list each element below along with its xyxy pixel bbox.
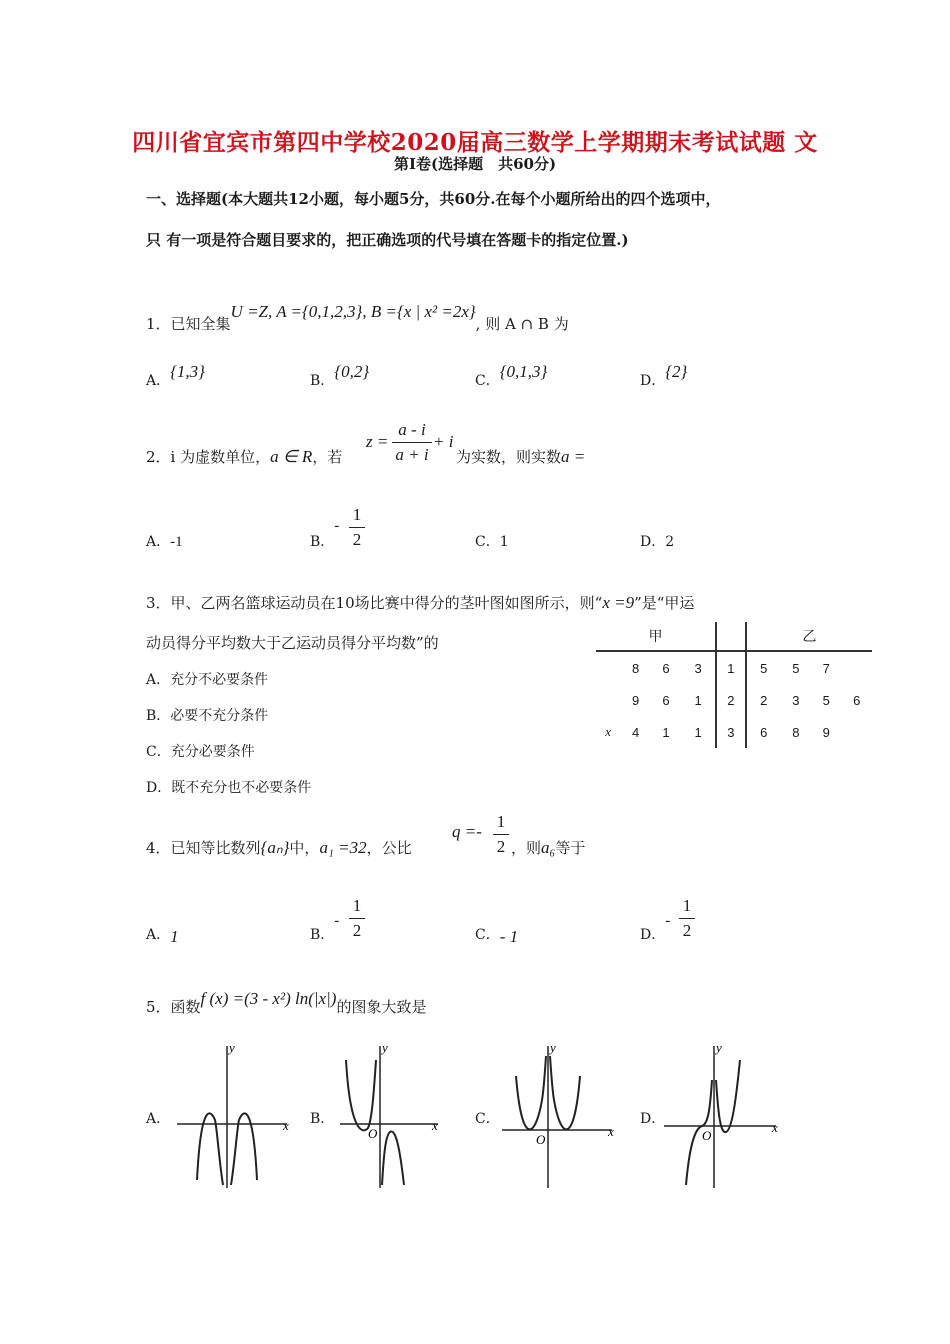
section-subtitle: 第Ⅰ卷(选择题 共60分) <box>393 155 557 173</box>
option-value: {0,2} <box>334 362 370 381</box>
fraction-numerator: 1 <box>682 896 692 915</box>
q3-text-a: 3．甲、乙两名篮球运动员在10场比赛中得分的茎叶图如图所示，则“ <box>146 594 603 612</box>
fraction-numerator: 1 <box>496 812 506 831</box>
option-sign: - <box>665 913 671 929</box>
q4-ratio-fraction <box>493 812 509 857</box>
section-heading-line2: 只 有一项是符合题目要求的，把正确选项的代号填在答题卡的指定位置.) <box>146 231 629 249</box>
fraction-numerator: 1 <box>352 505 362 524</box>
q5-graph-b[interactable] <box>338 1040 463 1190</box>
option-value: -1 <box>170 534 183 550</box>
q2-variable: a = <box>561 447 586 466</box>
leaf-left: 1 <box>662 724 670 740</box>
leaf-left: 8 <box>631 660 640 676</box>
stem-leaf-header-right: 乙 <box>746 622 872 651</box>
q4-stem-b <box>511 837 585 858</box>
q2-option-d[interactable] <box>640 531 674 551</box>
fraction-denominator: 2 <box>496 837 506 856</box>
option-value: {2} <box>665 362 688 381</box>
option-letter: C． <box>475 373 500 389</box>
q2-option-a[interactable] <box>146 531 183 551</box>
q5-option-d-label[interactable]: D． <box>640 1111 666 1127</box>
axis-x-label: x <box>283 1118 289 1133</box>
leaf-right: 5 <box>792 660 800 676</box>
stem-leaf-row <box>596 651 872 684</box>
axis-y-label: y <box>382 1040 388 1055</box>
option-letter: C． <box>475 927 500 943</box>
option-letter: D． <box>640 534 666 550</box>
stem-value: 3 <box>716 716 746 748</box>
origin-label: O <box>368 1126 378 1141</box>
leaf-right <box>841 651 872 684</box>
option-letter: B． <box>146 708 171 724</box>
leaf-right: 5 <box>760 660 768 676</box>
q3-stem-line1 <box>146 592 694 613</box>
leaf-right: 6 <box>853 692 861 708</box>
leaf-left <box>596 651 620 684</box>
option-letter: A． <box>146 672 171 688</box>
q1-math: U =Z, A ={0,1,2,3}, B ={x | x² =2x} <box>230 302 476 321</box>
q1-option-b[interactable] <box>310 362 370 390</box>
leaf-left: 1 <box>694 692 702 708</box>
q4-option-b-fraction <box>349 896 365 941</box>
q4-stem-a <box>146 837 412 858</box>
stem-leaf-plot <box>596 622 872 748</box>
q1-prefix: 1．已知全集 <box>146 315 231 333</box>
leaf-left: 4 <box>631 724 640 740</box>
leaf-right: 6 <box>760 724 768 740</box>
origin-label: O <box>702 1128 712 1143</box>
q4-a6: a₆ <box>541 838 556 857</box>
q4-mid1: 中， <box>289 839 320 857</box>
q5-graph-a[interactable] <box>175 1040 300 1190</box>
q2-option-c[interactable] <box>475 531 509 551</box>
option-value: {0,1,3} <box>499 362 548 381</box>
option-letter: D． <box>640 373 666 389</box>
q5-suffix: 的图象大致是 <box>336 998 427 1016</box>
stem-leaf-header-stem <box>716 622 746 651</box>
option-value: 充分必要条件 <box>170 744 255 760</box>
q4-option-d-fraction <box>679 896 695 941</box>
stem-value: 1 <box>716 651 746 684</box>
q5-stem <box>146 989 427 1017</box>
axis-y-label: y <box>229 1040 235 1055</box>
q3-stem-line2: 动员得分平均数大于乙运动员得分平均数”的 <box>146 634 439 652</box>
axis-y-label: y <box>716 1040 722 1055</box>
q4-option-d[interactable] <box>640 913 671 944</box>
q4-mid2: ，公比 <box>366 839 412 857</box>
option-letter: B． <box>310 534 335 550</box>
leaf-left: 3 <box>694 660 702 676</box>
q3-text-b: ”是“甲运 <box>634 594 695 612</box>
q4-a1: a₁ =32 <box>319 838 367 857</box>
q3-option-d[interactable] <box>146 777 311 797</box>
q2-option-b-fraction <box>349 505 365 550</box>
option-value: 1 <box>499 534 509 550</box>
q4-option-c[interactable] <box>475 924 518 944</box>
leaf-right: 7 <box>822 660 830 676</box>
q2-stem-prefix <box>146 446 342 467</box>
leaf-right <box>841 716 872 748</box>
q4-suffix: 等于 <box>555 839 586 857</box>
document-title: 四川省宜宾市第四中学校2020届高三数学上学期期末考试试题 文 <box>132 129 818 156</box>
q2-suffix <box>456 446 585 467</box>
option-letter: B． <box>310 927 335 943</box>
q1-option-d[interactable] <box>640 362 688 390</box>
leaf-left: 1 <box>694 724 702 740</box>
leaf-right: 2 <box>760 692 768 708</box>
q2-denominator: a + i <box>395 445 429 464</box>
stem-leaf-header-left: 甲 <box>596 622 716 651</box>
option-letter: C． <box>475 534 500 550</box>
q4-mid3: ，则 <box>511 839 542 857</box>
q2-suffix-text: 为实数，则实数 <box>456 448 562 466</box>
option-letter: A． <box>146 373 171 389</box>
q5-prefix: 5．函数 <box>146 998 201 1016</box>
q3-math: x =9 <box>602 593 635 612</box>
option-value: 1 <box>170 927 179 946</box>
q2-mid: ，若 <box>312 448 343 466</box>
option-letter: A． <box>146 534 171 550</box>
fraction-denominator: 2 <box>682 921 692 940</box>
option-letter: C． <box>146 744 171 760</box>
q1-option-a[interactable] <box>146 362 205 390</box>
q1-suffix: , 则 A ∩ B 为 <box>475 315 569 333</box>
q5-option-c-label[interactable]: C． <box>475 1111 500 1127</box>
q5-graph-c[interactable] <box>500 1040 625 1190</box>
q4-sequence: {aₙ} <box>260 838 290 857</box>
option-sign: - <box>334 518 340 534</box>
option-value: 2 <box>665 534 675 550</box>
q2-fraction <box>392 420 432 465</box>
option-letter: D． <box>640 927 666 943</box>
stem-leaf-row <box>596 684 872 716</box>
q3-option-b[interactable] <box>146 705 268 725</box>
q5-option-a-label[interactable]: A． <box>146 1111 171 1127</box>
leaf-right: 5 <box>822 692 830 708</box>
q2-plus-i: + i <box>433 432 454 451</box>
leaf-right: 8 <box>792 724 800 740</box>
q5-option-b-label[interactable]: B． <box>310 1111 335 1127</box>
axis-y-label: y <box>550 1040 556 1055</box>
option-value: {1,3} <box>170 362 205 381</box>
q2-numerator: a - i <box>398 420 426 439</box>
q5-function: f (x) =(3 - x²) ln(|x|) <box>200 989 337 1008</box>
q5-graph-d[interactable] <box>662 1040 787 1190</box>
option-value: 既不充分也不必要条件 <box>171 780 312 796</box>
stem-leaf-row <box>596 716 872 748</box>
option-letter: A． <box>146 927 171 943</box>
leaf-right: 3 <box>792 692 800 708</box>
option-sign: - <box>334 913 340 929</box>
leaf-left: x <box>605 724 612 739</box>
stem-value: 2 <box>716 684 746 716</box>
leaf-left: 6 <box>662 660 670 676</box>
q2-condition: a ∈ R <box>270 447 313 466</box>
fraction-denominator: 2 <box>352 530 362 549</box>
section-heading-line1: 一、选择题(本大题共12小题，每小题5分，共60分.在每个小题所给出的四个选项中， <box>146 190 721 208</box>
option-letter: D． <box>146 780 172 796</box>
axis-x-label: x <box>608 1124 614 1139</box>
q1-stem <box>146 302 569 334</box>
q4-option-a[interactable] <box>146 924 179 944</box>
fraction-denominator: 2 <box>352 921 362 940</box>
origin-label: O <box>536 1132 546 1147</box>
q2-prefix: 2．i 为虚数单位， <box>146 448 271 466</box>
leaf-right: 9 <box>822 724 830 740</box>
axis-x-label: x <box>772 1120 778 1135</box>
q4-prefix: 4．已知等比数列 <box>146 839 261 857</box>
q2-option-b[interactable] <box>310 518 340 551</box>
fraction-numerator: 1 <box>352 896 362 915</box>
option-value: - 1 <box>499 927 519 946</box>
option-letter: B． <box>310 373 335 389</box>
leaf-left <box>596 684 620 716</box>
option-value: 充分不必要条件 <box>170 672 269 688</box>
q2-z: z = <box>366 432 389 451</box>
axis-x-label: x <box>432 1118 438 1133</box>
leaf-left: 6 <box>662 692 670 708</box>
leaf-left: 9 <box>631 692 640 708</box>
q4-option-b[interactable] <box>310 913 340 944</box>
q3-option-a[interactable] <box>146 669 268 689</box>
q3-option-c[interactable] <box>146 741 255 761</box>
option-value: 必要不充分条件 <box>170 708 269 724</box>
q1-option-c[interactable] <box>475 362 548 390</box>
q4-ratio: q =- <box>452 822 482 841</box>
